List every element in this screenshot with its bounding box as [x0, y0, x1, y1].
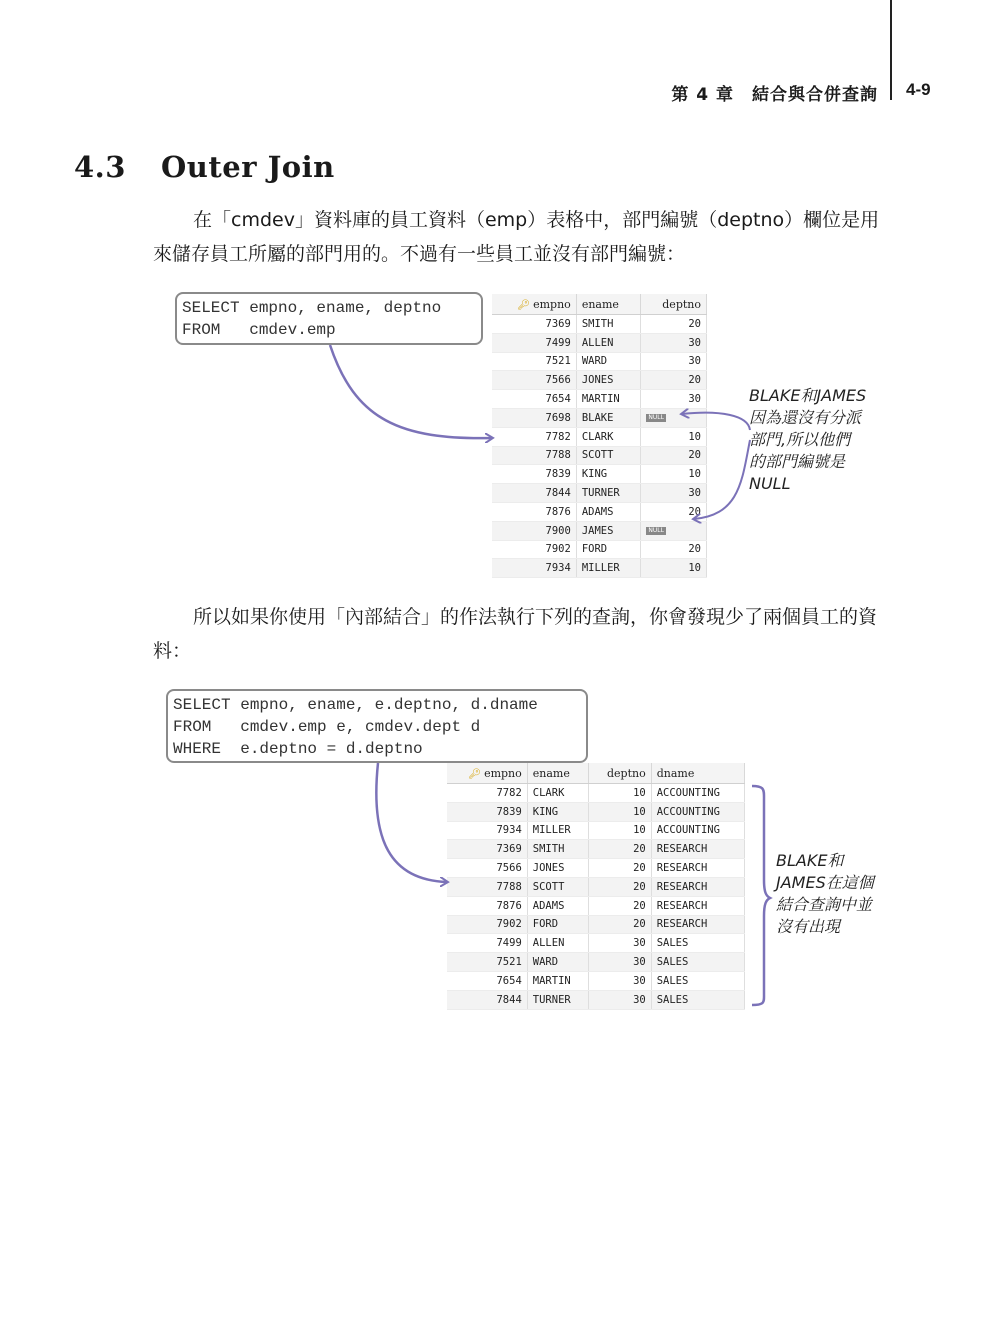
- table-cell: MILLER: [527, 821, 588, 840]
- table-cell: 7654: [447, 971, 527, 990]
- table-cell: 7844: [447, 990, 527, 1009]
- table-cell: 10: [589, 821, 651, 840]
- column-header: dname: [651, 763, 744, 784]
- table-cell: RESEARCH: [651, 840, 744, 859]
- brace-table2: [752, 786, 770, 1005]
- column-header: deptno: [589, 763, 651, 784]
- table-cell: 7369: [447, 840, 527, 859]
- table-cell: JAMES: [576, 521, 641, 540]
- table-cell: SALES: [651, 990, 744, 1009]
- key-icon: 🔑︎: [517, 299, 531, 311]
- table-cell: 7839: [492, 465, 576, 484]
- table-cell: 20: [641, 315, 707, 334]
- table-cell: SALES: [651, 934, 744, 953]
- table-cell: KING: [527, 802, 588, 821]
- table-cell: 10: [641, 427, 707, 446]
- table-cell: 20: [641, 540, 707, 559]
- section-number: 4.3: [74, 150, 126, 184]
- table-cell: SCOTT: [527, 877, 588, 896]
- table-cell: 7839: [447, 802, 527, 821]
- table-cell: ALLEN: [576, 333, 641, 352]
- table-cell: 7782: [447, 784, 527, 803]
- table-cell: RESEARCH: [651, 877, 744, 896]
- column-header: 🔑︎ empno: [447, 763, 527, 784]
- table-cell: 7521: [447, 953, 527, 972]
- table-cell: 20: [641, 446, 707, 465]
- table-cell: SMITH: [576, 315, 641, 334]
- table-cell: 20: [589, 840, 651, 859]
- table-cell: SALES: [651, 971, 744, 990]
- table-cell: 7788: [447, 877, 527, 896]
- table-cell: 30: [641, 333, 707, 352]
- table-cell: JONES: [576, 371, 641, 390]
- table-cell: FORD: [576, 540, 641, 559]
- table-cell: 20: [589, 915, 651, 934]
- table-cell: SALES: [651, 953, 744, 972]
- paragraph-1: 在「cmdev」資料庫的員工資料（emp）表格中，部門編號（deptno）欄位是用來儲存員工所屬的部門用的。不過有一些員工並沒有部門編號：: [153, 209, 880, 265]
- table-cell: TURNER: [527, 990, 588, 1009]
- paragraph-2: 所以如果你使用「內部結合」的作法執行下列的查詢，你會發現少了兩個員工的資料：: [153, 606, 878, 662]
- column-header: 🔑︎ empno: [492, 294, 576, 315]
- annotation-missing-rows: BLAKE和 JAMES在這個 結合查詢中並 沒有出現: [776, 851, 874, 936]
- arrow-note-to-james: [694, 440, 750, 519]
- table-cell: SMITH: [527, 840, 588, 859]
- table-cell: RESEARCH: [651, 859, 744, 878]
- table-cell: MARTIN: [527, 971, 588, 990]
- table-cell: 7788: [492, 446, 576, 465]
- arrow-note-to-blake: [682, 413, 750, 430]
- table-cell: 30: [589, 971, 651, 990]
- table-cell: ALLEN: [527, 934, 588, 953]
- table-cell: 7499: [447, 934, 527, 953]
- key-icon: 🔑︎: [468, 768, 482, 780]
- table-cell: 30: [641, 352, 707, 371]
- table-cell: 20: [641, 502, 707, 521]
- table-cell: 7566: [447, 859, 527, 878]
- table-cell: RESEARCH: [651, 896, 744, 915]
- table-cell: RESEARCH: [651, 915, 744, 934]
- table-cell: 10: [641, 559, 707, 578]
- table-cell: 10: [589, 802, 651, 821]
- table-cell: CLARK: [527, 784, 588, 803]
- null-badge: NULL: [648, 526, 664, 534]
- table-cell: SCOTT: [576, 446, 641, 465]
- table-cell: 30: [641, 390, 707, 409]
- table-cell: 7844: [492, 484, 576, 503]
- table-cell: 20: [589, 896, 651, 915]
- sql-query-2: SELECT empno, ename, e.deptno, d.dname FROM cmdev.emp e, cmdev.dept d WHERE e.deptno = d.deptno: [166, 689, 588, 763]
- table-cell: 7369: [492, 315, 576, 334]
- table-cell: 7900: [492, 521, 576, 540]
- section-title-text: Outer Join: [161, 150, 335, 184]
- table-cell: 10: [589, 784, 651, 803]
- table-cell: 20: [641, 371, 707, 390]
- column-header: deptno: [641, 294, 707, 315]
- chapter-title: 第 4 章 結合與合併查詢: [671, 85, 878, 105]
- table-cell: 7782: [492, 427, 576, 446]
- page-number: 4-9: [906, 80, 931, 99]
- table-cell: 7654: [492, 390, 576, 409]
- table-cell: FORD: [527, 915, 588, 934]
- table-cell: JONES: [527, 859, 588, 878]
- column-header: ename: [576, 294, 641, 315]
- table-cell: WARD: [576, 352, 641, 371]
- table-cell: ACCOUNTING: [651, 821, 744, 840]
- table-cell: 7876: [492, 502, 576, 521]
- table-cell: 7876: [447, 896, 527, 915]
- table-cell: 7521: [492, 352, 576, 371]
- annotation-null-explanation: BLAKE和JAMES 因為還沒有分派 部門,所以他們 的部門編號是 NULL: [749, 386, 867, 493]
- sql-query-1: SELECT empno, ename, deptno FROM cmdev.emp: [175, 292, 483, 345]
- table-cell: ADAMS: [576, 502, 641, 521]
- arrow-query2-to-table2: [376, 763, 447, 882]
- table-cell: 30: [641, 484, 707, 503]
- table-cell: BLAKE: [576, 408, 641, 427]
- table-cell: 7934: [447, 821, 527, 840]
- table-cell: CLARK: [576, 427, 641, 446]
- table-cell: MILLER: [576, 559, 641, 578]
- null-badge: NULL: [648, 413, 664, 421]
- table-cell: ACCOUNTING: [651, 802, 744, 821]
- table-cell: 7934: [492, 559, 576, 578]
- table-cell: 7698: [492, 408, 576, 427]
- table-cell: ACCOUNTING: [651, 784, 744, 803]
- table-cell: 30: [589, 934, 651, 953]
- table-cell: TURNER: [576, 484, 641, 503]
- table-cell: 7902: [447, 915, 527, 934]
- table-cell: KING: [576, 465, 641, 484]
- table-cell: 30: [589, 953, 651, 972]
- table-cell: 20: [589, 859, 651, 878]
- table-cell: 10: [641, 465, 707, 484]
- table-cell: 7566: [492, 371, 576, 390]
- column-header: ename: [527, 763, 588, 784]
- table-cell: 30: [589, 990, 651, 1009]
- arrow-query1-to-table1: [330, 345, 492, 438]
- table-cell: WARD: [527, 953, 588, 972]
- table-cell: ADAMS: [527, 896, 588, 915]
- table-cell: MARTIN: [576, 390, 641, 409]
- table-cell: 7902: [492, 540, 576, 559]
- table-cell: 7499: [492, 333, 576, 352]
- table-cell: 20: [589, 877, 651, 896]
